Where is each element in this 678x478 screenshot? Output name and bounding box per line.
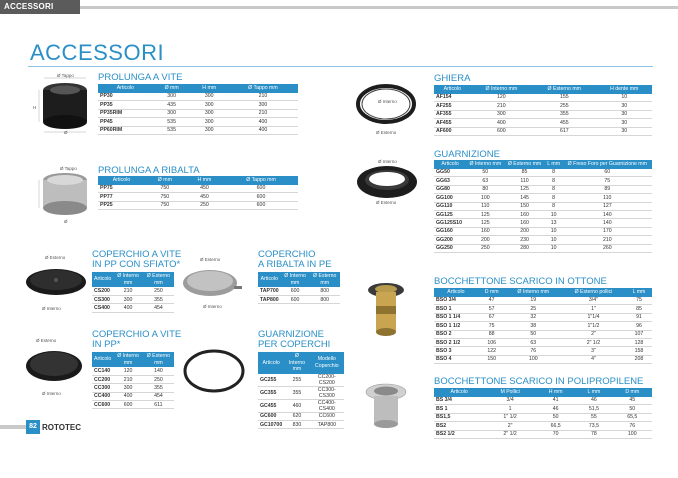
section-title-guarnizione-coperchi-1: GUARNIZIONE (258, 329, 324, 340)
table-row: BS2 2" 66,5 73,5 76 (434, 422, 652, 430)
col-header: Articolo (258, 352, 284, 374)
col-header: Ø Esterno mm (504, 160, 544, 169)
table-row: BSO 3/4 47 19 3/4" 75 (434, 297, 652, 305)
table-row: GC255 255 CC200-CS200 (258, 374, 344, 387)
caption-d: Ø (64, 130, 68, 135)
table-row: BSO 4 150 100 4" 208 (434, 355, 652, 363)
section-title-coperchio-pp-1: COPERCHIO A VITE (92, 329, 182, 340)
extension-screw-image (34, 72, 96, 136)
table-row: PP75 750 450 600 (98, 185, 298, 193)
table-row: GG250 250 280 10 260 (434, 244, 652, 252)
table-row: GG50 50 85 8 60 (434, 169, 652, 177)
table-row: PP35 435 300 300 (98, 101, 298, 109)
caption-d-esterno: Ø Esterno (45, 255, 66, 260)
header-rule (80, 6, 678, 9)
caption-d-interno-4: Ø Interno (378, 99, 397, 104)
table-row: BS 1 1 46 51,5 50 (434, 405, 652, 413)
col-header: Articolo (92, 272, 113, 287)
table-ghiera (434, 85, 652, 136)
col-header: Ø mm (153, 84, 191, 93)
section-title-bocchettone-ottone: BOCCHETTONE SCARICO IN OTTONE (434, 276, 607, 287)
table-row: GG63 63 110 8 75 (434, 177, 652, 185)
col-header: Articolo (434, 388, 484, 397)
table-row: AF600 600 617 30 (434, 127, 652, 135)
table-row: AF255 210 255 30 (434, 102, 652, 110)
col-header: Ø Freso Foro per Guarnizione mm (563, 160, 652, 169)
col-header: H mm (185, 176, 224, 185)
col-header: Ø Tappo mm (228, 84, 298, 93)
table-row: CC600 600 611 (92, 401, 174, 409)
section-title-guarnizione-coperchi-2: PER COPERCHI (258, 339, 331, 350)
table-row: BSO 3 122 76 3" 158 (434, 347, 652, 355)
col-header: Articolo (434, 85, 471, 94)
table-row: TAP800 600 800 (258, 295, 340, 303)
table-row: GC355 355 CC300-CS300 (258, 386, 344, 399)
section-title-coperchio-ribalta-2: A RIBALTA IN PE (258, 259, 332, 270)
col-header: Articolo (258, 272, 281, 287)
table-row: AF455 400 455 30 (434, 119, 652, 127)
table-row: BS1,5 1" 1/2 50 55 65,5 (434, 413, 652, 421)
col-header: Ø Interno mm (281, 272, 310, 287)
col-header: Ø Interno mm (506, 288, 561, 297)
cover-vent-image (24, 262, 88, 302)
table-row: BSO 1 1/4 67 32 1"1/4 91 (434, 313, 652, 321)
col-header: D mm (478, 288, 506, 297)
col-header: Ø Interno mm (113, 352, 142, 367)
section-title-coperchio-ribalta-1: COPERCHIO (258, 249, 316, 260)
table-row: GG200 200 230 10 210 (434, 236, 652, 244)
table-row: CC200 210 250 (92, 375, 174, 383)
brand-name: ROTOTEC (42, 423, 81, 432)
title-divider (28, 66, 653, 67)
section-title-ghiera: GHIERA (434, 73, 471, 84)
table-row: BS 3/4 3/4 41 46 45 (434, 397, 652, 405)
cover-pp-image (24, 344, 84, 388)
brass-outlet-image (360, 276, 420, 352)
footer-rule (0, 425, 26, 429)
table-row: PP35RIM 300 300 210 (98, 109, 298, 117)
col-header: H mm (191, 84, 228, 93)
col-header: L mm (545, 160, 563, 169)
table-row: GG80 80 125 8 89 (434, 185, 652, 193)
section-title-coperchio-pp-2: IN PP* (92, 339, 121, 350)
table-row: GG125 125 160 10 140 (434, 210, 652, 218)
caption-d-interno: Ø Interno (42, 306, 61, 311)
caption-d-esterno-3: Ø Esterno (36, 338, 57, 343)
table-row: GG160 160 200 10 170 (434, 227, 652, 235)
table-guarnizione-coperchi (258, 352, 344, 429)
section-title-guarnizione: GUARNIZIONE (434, 149, 500, 160)
caption-d-interno-2: Ø Interno (203, 304, 222, 309)
caption-d-esterno-4: Ø Esterno (376, 130, 397, 135)
col-header: Ø Esterno mm (309, 272, 340, 287)
col-header: Ø Interno mm (471, 85, 532, 94)
col-header: Ø Esterno mm (143, 352, 174, 367)
table-row: CS400 400 454 (92, 304, 174, 312)
col-header: H dente mm (596, 85, 652, 94)
col-header: Articolo (434, 288, 478, 297)
col-header: Ø Esterno mm (143, 272, 174, 287)
section-title-coperchio-sfiato-1: COPERCHIO A VITE (92, 249, 182, 260)
caption-d-interno-3: Ø Interno (42, 391, 61, 396)
cover-gasket-image (182, 346, 246, 396)
table-row: CS200 210 250 (92, 287, 174, 295)
col-header: Articolo (98, 84, 153, 93)
footer-bar (0, 420, 678, 434)
table-coperchio-sfiato (92, 272, 174, 313)
table-row: GG110 110 150 8 127 (434, 202, 652, 210)
col-header: Ø Esterno pollici (561, 288, 626, 297)
table-row: BSO 1 1/2 75 38 1"1/2 96 (434, 322, 652, 330)
table-row: AF355 300 355 30 (434, 110, 652, 118)
section-title-coperchio-sfiato-2: IN PP CON SFIATO* (92, 259, 181, 270)
table-coperchio-ribalta (258, 272, 340, 304)
cover-hinged-image (180, 264, 246, 302)
table-row: BSO 2 88 50 2" 107 (434, 330, 652, 338)
table-guarnizione (434, 160, 652, 253)
caption-d-2: Ø (64, 219, 68, 224)
table-row: CC400 400 454 (92, 392, 174, 400)
gasket-image (354, 160, 420, 204)
table-row: GG100 100 145 8 110 (434, 194, 652, 202)
col-header: Ø Interno mm (113, 272, 142, 287)
table-coperchio-pp (92, 352, 174, 409)
table-row: GG125S10 125 160 13 140 (434, 219, 652, 227)
col-header: Ø mm (145, 176, 185, 185)
extension-hinged-image (34, 166, 96, 224)
table-row: PP30 300 300 210 (98, 93, 298, 101)
col-header: H mm (536, 388, 575, 397)
col-header: Ø Interno mm (284, 352, 309, 374)
col-header: Ø Tappo mm (224, 176, 298, 185)
section-title-bocchettone-pp: BOCCHETTONE SCARICO IN POLIPROPILENE (434, 376, 644, 387)
caption-d-esterno-5: Ø Esterno (376, 200, 397, 205)
page-title: ACCESSORI (30, 40, 165, 65)
table-row: GC455 460 CC400-CS400 (258, 399, 344, 412)
caption-d-esterno-2: Ø Esterno (200, 257, 221, 262)
table-row: BSO 2 1/2 106 63 2" 1/2 128 (434, 338, 652, 346)
table-row: CC140 120 140 (92, 367, 174, 375)
table-prolunga-ribalta (98, 176, 298, 210)
page-number: 82 (26, 420, 40, 434)
header-section-label: ACCESSORI (4, 2, 54, 11)
col-header: Ø Interno mm (466, 160, 504, 169)
table-row: AF154 120 155 10 (434, 94, 652, 102)
section-title-prolunga-ribalta: PROLUNGA A RIBALTA (98, 165, 200, 176)
top-header-bar (0, 0, 678, 14)
section-title-prolunga-vite: PROLUNGA A VITE (98, 72, 183, 83)
table-row: BS2 1/2 2" 1/2 70 78 100 (434, 430, 652, 438)
table-row: GC10700 830 TAP800 (258, 420, 344, 428)
table-row: PP45 535 300 400 (98, 118, 298, 126)
table-row: PP60RIM 535 300 400 (98, 126, 298, 134)
table-row: PP25 750 250 600 (98, 201, 298, 209)
table-row: BSO 1 57 25 1" 85 (434, 305, 652, 313)
col-header: L mm (626, 288, 652, 297)
table-bocchettone-ottone (434, 288, 652, 364)
col-header: D mm (613, 388, 653, 397)
col-header: Articolo (434, 160, 466, 169)
caption-d-tappo-2: Ø Tappo (60, 166, 77, 171)
caption-h: H (33, 105, 37, 110)
table-row: GC600 620 CC600 (258, 412, 344, 420)
col-header: L mm (575, 388, 612, 397)
caption-d-tappo: Ø Tappo (57, 73, 74, 78)
table-row: CS300 300 355 (92, 295, 174, 303)
caption-d-interno-5: Ø Interno (378, 159, 397, 164)
table-row: CC300 300 355 (92, 384, 174, 392)
ring-nut-image (354, 80, 418, 132)
col-header: Modello Coperchio (310, 352, 344, 374)
col-header: Ø Esterno mm (532, 85, 596, 94)
table-prolunga-vite (98, 84, 298, 135)
col-header: Articolo (98, 176, 145, 185)
col-header: Articolo (92, 352, 113, 367)
table-row: PP77 750 450 600 (98, 193, 298, 201)
table-row: TAP700 600 800 (258, 287, 340, 295)
col-header: M Pollici (484, 388, 536, 397)
